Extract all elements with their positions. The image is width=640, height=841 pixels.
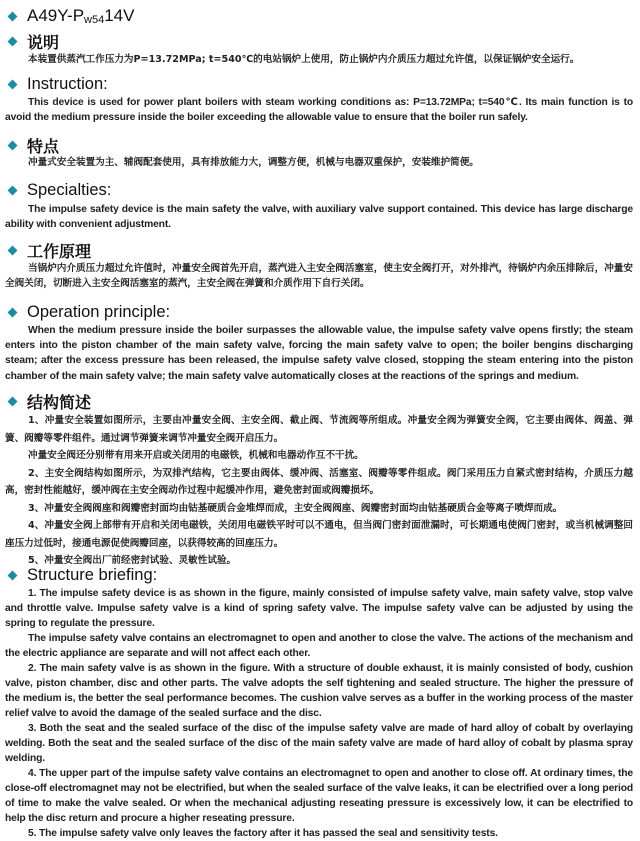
diamond-bullet-icon [8, 397, 18, 407]
heading-text: Structure briefing: [27, 566, 158, 584]
product-title-row [8, 6, 134, 26]
paragraph-principle-cn: 当锅炉内介质压力超过允许值时，冲量安全阀首先开启，蒸汽进入主安全阀活塞室，使主安全阀打开，对外排汽，待锅炉内余压排除后，冲量安全阀关闭，切断进入主安全阀活塞室的蒸汽，主安全阀在弹簧和介质作用下自行关闭。 [5, 263, 633, 290]
structure-en-item: 3. Both the seat and the sealed surface of the disc of the impulse safety valve are made of hard alloy of cobalt by overlaying welding. Both the seat and the sealed surface of the disc of the main safety valve are made of hard alloy of cobalt by plasma spray welding. [5, 723, 633, 764]
structure-cn-item: 3、冲量安全阀阀座和阀瓣密封面均由钴基硬质合金堆焊而成，主安全阀阀座、阀瓣密封面均由钴基硬质合金等离子喷焊而成。 [28, 502, 563, 514]
section-heading-principle-en [8, 303, 170, 322]
paragraph-instruction-cn: 本装置供蒸汽工作压力为P=13.72MPa; t=540℃的电站锅炉上使用，防止锅炉内介质压力超过允许值，以保证锅炉安全运行。 [28, 54, 580, 65]
heading-text: Operation principle: [27, 303, 171, 321]
diamond-bullet-icon [8, 11, 18, 21]
section-heading-instruction-en [8, 75, 108, 94]
heading-text: 说明 [27, 33, 60, 52]
diamond-bullet-icon [8, 186, 18, 196]
section-heading-specialties-cn [8, 134, 59, 157]
heading-text: Specialties: [27, 181, 112, 199]
paragraph-instruction-en: This device is used for power plant boilers with steam working conditions as: P=13.72MPa; t=540℃. Its main function is to avoid the medium pressure inside the boiler exceeding the allowable value to ensure that the boiler run safely. [5, 97, 633, 124]
diamond-bullet-icon [8, 246, 18, 256]
heading-text: 结构简述 [27, 393, 92, 412]
heading-text: Instruction: [27, 75, 108, 93]
structure-en-item: 2. The main safety valve is as shown in the figure. With a structure of double exhaust, it is mainly consisted of body, cushion valve, piston chamber, disc and other parts. The valve adopts the self tightening and sealed structure. The higher the pressure of the medium is, the better the seal performance becomes. The cushion valve serves as a buffer in the working process of the master relief valve to avoid the damage of the sealed surface and the disc. [5, 663, 633, 719]
structure-en-item: The impulse safety valve contains an electromagnet to open and another to close the valve. The actions of the mechanism and the electric appliance are separate and will not affect each other. [5, 633, 633, 659]
structure-cn-item: 5、冲量安全阀出厂前经密封试验、灵敏性试验。 [28, 555, 237, 566]
diamond-bullet-icon [8, 308, 18, 318]
structure-en-item: 5. The impulse safety valve only leaves the factory after it has passed the seal and sensitivity tests. [28, 828, 498, 839]
diamond-bullet-icon [8, 80, 18, 90]
paragraph-principle-en: When the medium pressure inside the boiler surpasses the allowable value, the impulse safety valve opens firstly; the steam enters into the piston chamber of the main safety valve, forcing the main safety valve to open; the boiler bengins discharging steam; after the excess pressure has been released, the impulse safety valve closed, stopping the steam entering into the piston chamber of the main safety valve; the main safety valve automatically closes at the reactions of the springs and medium. [5, 325, 633, 382]
diamond-bullet-icon [8, 141, 18, 151]
paragraph-specialties-en: The impulse safety device is the main safety the valve, with auxiliary valve support contained. This device has large discharge ability with convenient adjustment. [5, 204, 633, 231]
product-title [27, 6, 134, 26]
section-heading-principle-cn [8, 239, 91, 262]
structure-en-item: 1. The impulse safety device is as shown in the figure, mainly consisted of impulse safety valve, main safety valve, stop valve and throttle valve. Impulse safety valve is a kind of spring safety valve. The impulse safety valve can be adjusted by using the spring to regulate the pressure. [5, 588, 633, 629]
section-heading-structure-cn [8, 390, 91, 413]
heading-text: 工作原理 [27, 242, 92, 261]
structure-en-item: 4. The upper part of the impulse safety valve contains an electromagnet to open and another to close off. At ordinary times, the close-off electromagnet may not be electrified, but when the sealed surface of the valve leaks, it can be electrified over a long period of time to make the valve sealed. Or when the mechanical adjusting reseating pressure is excessively low, it can be electrified to help the disc return and procure a higher reseating pressure. [5, 768, 633, 824]
diamond-bullet-icon [8, 571, 18, 581]
heading-text: 特点 [27, 137, 60, 156]
section-heading-specialties-en [8, 181, 111, 200]
title-prefix: A49Y-P [27, 6, 85, 25]
title-subscript: w54 [84, 14, 105, 26]
structure-en-body [5, 586, 633, 841]
section-heading-instruction-cn [8, 30, 59, 53]
structure-cn-item: 冲量安全阀还分别带有用来开启或关闭用的电磁铁，机械和电器动作互不干扰。 [28, 450, 364, 461]
diamond-bullet-icon [8, 37, 18, 47]
structure-cn-body [5, 412, 633, 570]
section-heading-structure-en [8, 566, 157, 585]
structure-cn-item: 2、主安全阀结构如图所示，为双排汽结构，它主要由阀体、缓冲阀、活塞室、阀瓣等零件组成。阀门采用压力自紧式密封结构，介质压力越高，密封性能越好，缓冲阀在主安全阀动作过程中起缓冲作用，避免密封面或阀瓣损坏。 [5, 467, 633, 496]
structure-cn-item: 1、冲量安全装置如图所示，主要由冲量安全阀、主安全阀、截止阀、节流阀等所组成。冲量安全阀为弹簧安全阀，它主要由阀体、阀盖、弹簧、阀瓣等零件组件。通过调节弹簧来调节冲量安全阀开启压力。 [5, 415, 633, 444]
structure-cn-item: 4、冲量安全阀上部带有开启和关闭电磁铁，关闭用电磁铁平时可以不通电，但当阀门密封面泄漏时，可长期通电使阀门密封，或当机械调整回座压力过低时，接通电源促使阀瓣回座，以获得较高的回座压力。 [5, 520, 633, 549]
paragraph-specialties-cn: 冲量式安全装置为主、辅阀配套使用，具有排放能力大，调整方便，机械与电器双重保护，安装维护简便。 [28, 157, 479, 168]
title-suffix: 14V [104, 6, 135, 25]
